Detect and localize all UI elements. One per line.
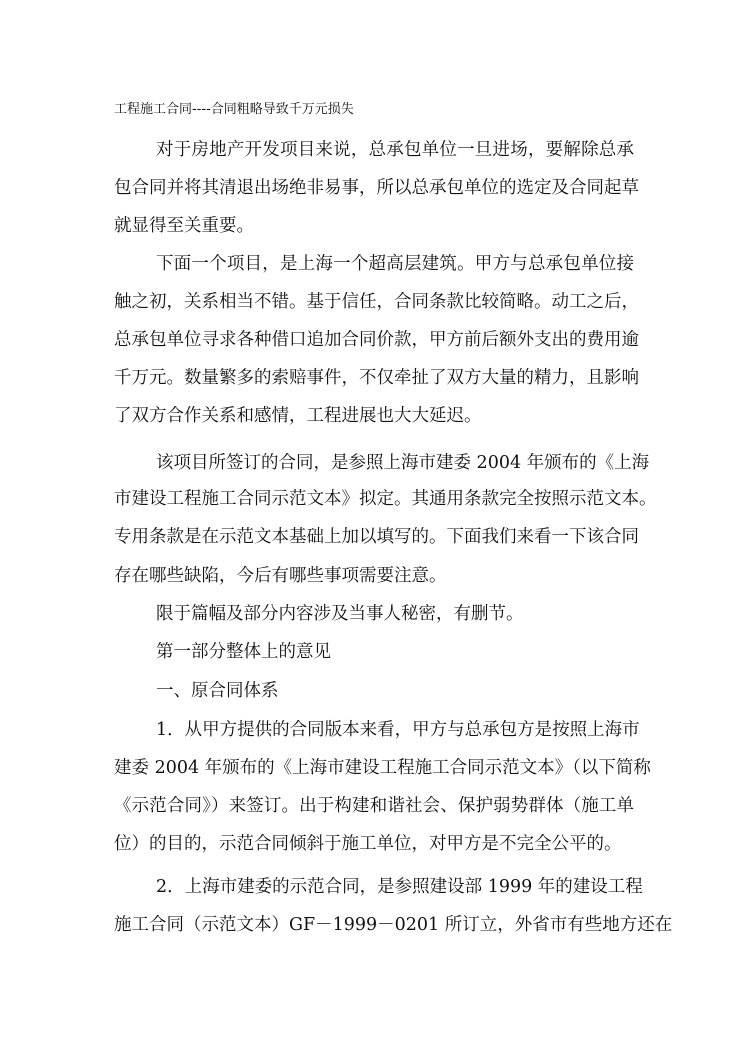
subsection-heading: 一、原合同体系: [156, 681, 279, 701]
paragraph-line: 下面一个项目，是上海一个超高层建筑。甲方与总承包单位接: [156, 254, 634, 274]
paragraph-line: 该项目所签订的合同，是参照上海市建委 2004 年颁布的《上海: [156, 453, 650, 473]
paragraph-line: 市建设工程施工合同示范文本》拟定。其通用条款完全按照示范文本。: [114, 489, 657, 509]
paragraph-line: 施工合同（示范文本）GF－1999－0201 所订立，外省市有些地方还在: [114, 915, 673, 935]
paragraph-line: 专用条款是在示范文本基础上加以填写的。下面我们来看一下该合同: [114, 527, 639, 547]
section-heading: 第一部分整体上的意见: [156, 642, 331, 662]
paragraph-line: 千万元。数量繁多的索赔事件，不仅牵扯了双方大量的精力，且影响: [114, 368, 639, 388]
paragraph-line: 位）的目的，示范合同倾斜于施工单位，对甲方是不完全公平的。: [114, 834, 622, 854]
paragraph-line: 对于房地产开发项目来说，总承包单位一旦进场，要解除总承: [156, 140, 634, 160]
paragraph-line: 存在哪些缺陷，今后有哪些事项需要注意。: [114, 566, 447, 586]
paragraph-line: 1．从甲方提供的合同版本来看，甲方与总承包方是按照上海市: [156, 720, 640, 740]
document-title: 工程施工合同----合同粗略导致千万元损失: [114, 102, 354, 117]
paragraph-line: 限于篇幅及部分内容涉及当事人秘密，有删节。: [156, 604, 524, 624]
paragraph-line: 建委 2004 年颁布的《上海市建设工程施工合同示范文本》（以下简称: [114, 758, 651, 778]
paragraph-line: 触之初，关系相当不错。基于信任，合同条款比较简略。动工之后，: [114, 292, 639, 312]
paragraph-line: 了双方合作关系和感情，工程进展也大大延迟。: [114, 406, 482, 426]
paragraph-line: 总承包单位寻求各种借口追加合同价款，甲方前后额外支出的费用逾: [114, 330, 639, 350]
paragraph-line: 《示范合同》）来签订。出于构建和谐社会、保护弱势群体（施工单: [114, 796, 634, 816]
paragraph-line: 2．上海市建委的示范合同，是参照建设部 1999 年的建设工程: [156, 877, 643, 897]
paragraph-line: 就显得至关重要。: [114, 216, 254, 236]
paragraph-line: 包合同并将其清退出场绝非易事，所以总承包单位的选定及合同起草: [114, 178, 639, 198]
